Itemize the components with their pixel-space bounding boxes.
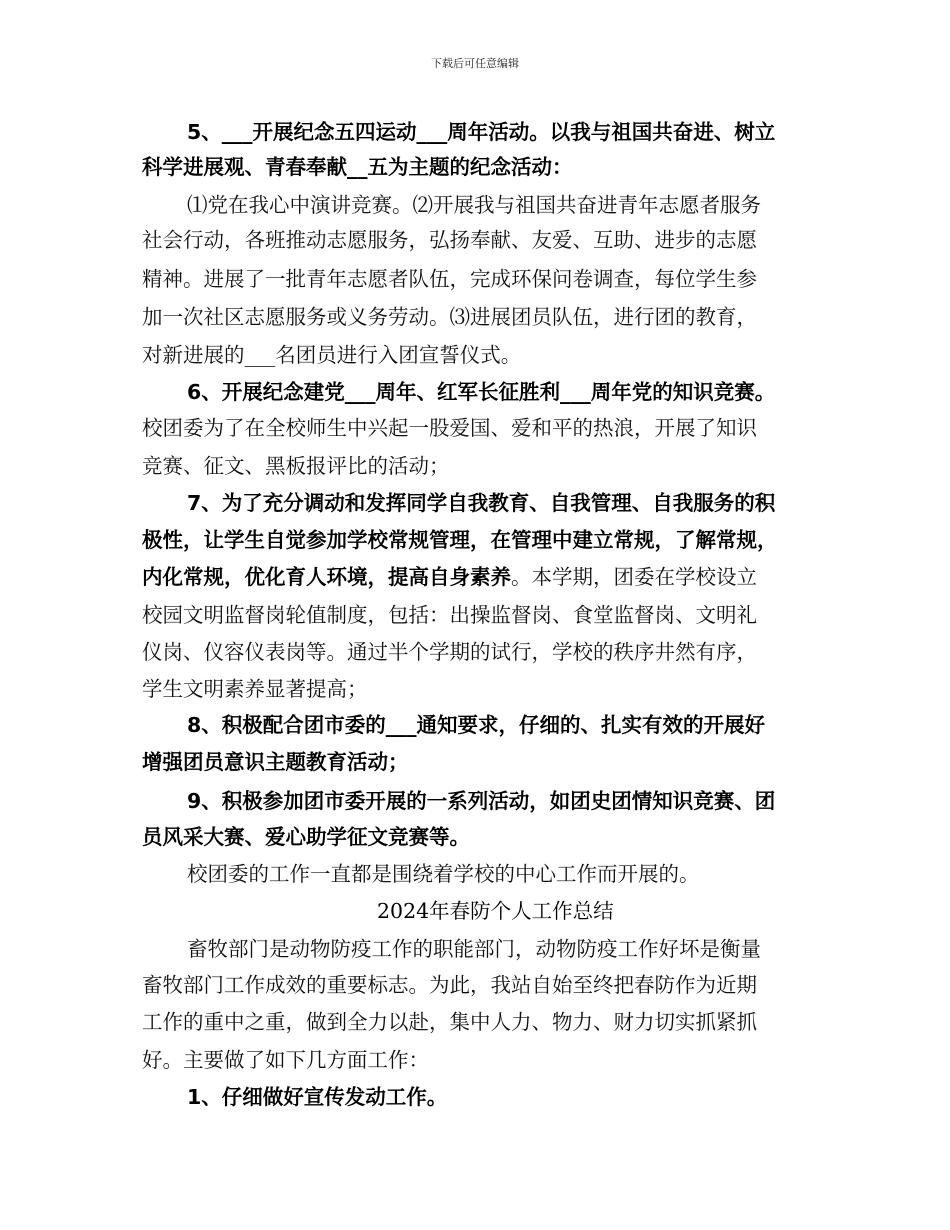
paragraph-line: [142, 411, 757, 441]
page-header: 下载后可任意编辑: [431, 57, 519, 70]
paragraph-line: [187, 932, 761, 962]
body-text: 工作的重中之重，做到全力以赴，集中人力、物力、财力切实抓紧抓: [142, 1010, 757, 1034]
body-text: 。本学期，团委在学校设立: [511, 565, 757, 589]
paragraph-line: [142, 300, 757, 330]
paragraph-line: [142, 598, 757, 628]
body-text: ⑴党在我心中演讲竞赛。⑵开展我与祖国共奋进青年志愿者服务: [187, 193, 761, 217]
bold-text: 科学进展观、青春奉献__五为主题的纪念活动：: [142, 155, 573, 179]
bold-text: 5、___开展纪念五四运动___周年活动。以我与祖国共奋进、树立: [187, 120, 776, 144]
body-text: 对新进展的___名团员进行入团宣誓仪式。: [142, 343, 522, 367]
bold-text: 员风采大赛、爱心助学征文竞赛等。: [142, 825, 470, 849]
paragraph-line: [142, 1043, 429, 1073]
paragraph-line: [187, 857, 700, 887]
paragraph-line: [187, 708, 765, 738]
paragraph-line: [187, 486, 775, 516]
paragraph-line: [187, 188, 761, 218]
paragraph-line: [142, 150, 573, 180]
section-title: [377, 894, 614, 924]
paragraph-line: [187, 1080, 447, 1110]
bold-text: 极性，让学生自觉参加学校常规管理，在管理中建立常规，了解常规，: [142, 528, 778, 552]
paragraph-line: [142, 523, 778, 553]
paragraph-line: [187, 784, 775, 814]
paragraph-line: [187, 115, 775, 145]
paragraph-line: [142, 968, 757, 998]
body-text: 竞赛、征文、黑板报评比的活动；: [142, 454, 450, 478]
body-text: 畜牧部门是动物防疫工作的职能部门，动物防疫工作好坏是衡量: [187, 937, 761, 961]
body-text: 校园文明监督岗轮值制度，包括：出操监督岗、食堂监督岗、文明礼: [142, 603, 757, 627]
body-text: 校团委为了在全校师生中兴起一股爱国、爱和平的热浪，开展了知识: [142, 416, 757, 440]
bold-text: 6、开展纪念建党___周年、红军长征胜利___周年党的知识竞赛。: [187, 380, 776, 404]
paragraph-line: [142, 338, 521, 368]
body-text: 加一次社区志愿服务或义务劳动。⑶进展团员队伍，进行团的教育，: [142, 305, 757, 329]
paragraph-line: [142, 560, 757, 590]
body-text: 畜牧部门工作成效的重要标志。为此，我站自始至终把春防作为近期: [142, 973, 757, 997]
paragraph-line: [142, 672, 368, 702]
body-text: 学生文明素养显著提高；: [142, 677, 368, 701]
bold-text: 8、积极配合团市委的___通知要求，仔细的、扎实有效的开展好: [187, 713, 766, 737]
body-text: 好。主要做了如下几方面工作：: [142, 1048, 429, 1072]
bold-text: 增强团员意识主题教育活动；: [142, 750, 409, 774]
paragraph-line: [142, 223, 757, 253]
paragraph-line: [142, 745, 409, 775]
body-text: 仪岗、仪容仪表岗等。通过半个学期的试行，学校的秩序井然有序，: [142, 640, 757, 664]
paragraph-line: [142, 449, 450, 479]
body-text: 精神。进展了一批青年志愿者队伍，完成环保问卷调查，每位学生参: [142, 267, 757, 291]
bold-text: 7、为了充分调动和发挥同学自我教育、自我管理、自我服务的积: [187, 491, 776, 515]
body-text: 社会行动，各班推动志愿服务，弘扬奉献、友爱、互助、进步的志愿: [142, 228, 757, 252]
paragraph-line: [142, 1005, 757, 1035]
paragraph-line: [142, 635, 757, 665]
paragraph-line: [142, 262, 757, 292]
paragraph-line: [187, 375, 775, 405]
section-title-text: 2024年春防个人工作总结: [377, 899, 614, 923]
paragraph-line: [142, 820, 470, 850]
body-text: 校团委的工作一直都是围绕着学校的中心工作而开展的。: [187, 862, 700, 886]
bold-text: 内化常规，优化育人环境，提高自身素养: [142, 565, 511, 589]
bold-text: 9、积极参加团市委开展的一系列活动，如团史团情知识竞赛、团: [187, 789, 776, 813]
bold-text: 1、仔细做好宣传发动工作。: [187, 1085, 448, 1109]
